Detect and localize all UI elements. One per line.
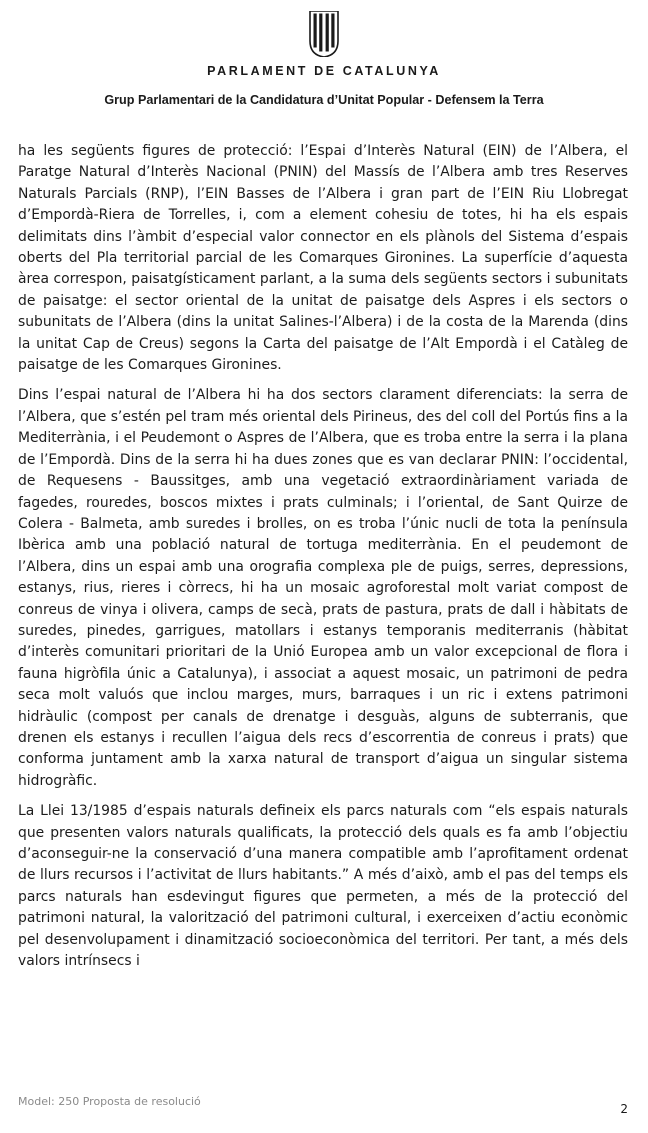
body-paragraph: Dins l’espai natural de l’Albera hi ha dos sectors clarament diferenciats: la serra de l’Albera, que s’estén pel tram més oriental dels Pirineus, des del coll del Portús fins a la Mediterrània, i el Peudemont o Aspres de l’Albera, que es troba entre la serra i la plana de l’Empordà. Dins de la serra hi ha dues zones que es van declarar PNIN: l’occidental, de Requesens - Baussitges, amb una vegetació extraordinàriament variada de fagedes, rouredes, boscos mixtes i prats culminals; i l’oriental, de Sant Quirze de Colera - Balmeta, amb suredes i brolles, on es troba l’únic nucli de tota la península Ibèrica amb una població natural de tortuga mediterrània. En el peudemont de l’Albera, dins un espai amb una orografia complexa ple de puigs, serres, depressions, estanys, rius, rieres i còrrecs, hi ha un mosaic agroforestal molt variat compost de conreus de vinya i olivera, camps de secà, prats de pastura, prats de dall i hàbitats de suredes, pinedes, garrigues, matollars i estanys temporanis mediterranis (hàbitat d’interès comunitari prioritari de la Unió Europea amb un valor excepcional de flora i fauna higròfila únic a Catalunya), i associat a aquest mosaic, un patrimoni de pedra seca molt valuós que inclou marges, murs, barraques i un ric i extens patrimoni hidràulic (compost per canals de drenatge i desguàs, alguns de subterranis, que drenen els estanys i recullen l’aigua dels recs d’escorrentia de conreus i prats) que conforma juntament amb la xarxa natural de transport d’aigua un singular sistema hidrogràfic. bbox=[18, 387, 628, 789]
document-body bbox=[18, 141, 628, 1081]
parliament-emblem-icon bbox=[309, 11, 339, 57]
parliamentary-group-name: Grup Parlamentari de la Candidatura d’Unitat Popular - Defensem la Terra bbox=[104, 93, 544, 107]
institution-name: PARLAMENT DE CATALUNYA bbox=[207, 64, 441, 78]
page-number: 2 bbox=[620, 1102, 628, 1116]
body-paragraph: ha les següents figures de protecció: l’Espai d’Interès Natural (EIN) de l’Albera, el Paratge Natural d’Interès Nacional (PNIN) del Massís de l’Albera amb tres Reserves Naturals Parcials (RNP), l’EIN Basses de l’Albera i gran part de l’EIN Riu Llobregat d’Empordà-Riera de Torrelles, i, com a element cohesiu de totes, hi ha els espais delimitats dins l’àmbit d’especial valor connector en els plànols del Sistema d’espais oberts del Pla territorial parcial de les Comarques Gironines. La superfície d’aquesta àrea correspon, paisatgísticament parlant, a la suma dels següents sectors i subunitats de paisatge: el sector oriental de la unitat de paisatge dels Aspres i els sectors o subunitats de l’Albera (dins la unitat Salines-l’Albera) i de la costa de la Marenda (dins la unitat Cap de Creus) segons la Carta del paisatge de l’Alt Empordà i el Catàleg de paisatge de les Comarques Gironines. bbox=[18, 143, 628, 374]
footer-model-label: Model: 250 Proposta de resolució bbox=[18, 1095, 201, 1108]
body-paragraph: La Llei 13/1985 d’espais naturals defineix els parcs naturals com “els espais naturals que presenten valors naturals qualificats, la protecció dels quals es fa amb l’objectiu d’aconseguir-ne la conservació d’una manera compatible amb l’aprofitament ordenat de llurs recursos i l’activitat de llurs habitants.” A més d’això, amb el pas del temps els parcs naturals han esdevingut figures que permeten, a més de la protecció del patrimoni natural, la valorització del patrimoni cultural, i exerceixen d’actiu econòmic pel desenvolupament i dinamització socioeconòmica del territori. Per tant, a més dels valors intrínsecs i bbox=[18, 803, 628, 970]
